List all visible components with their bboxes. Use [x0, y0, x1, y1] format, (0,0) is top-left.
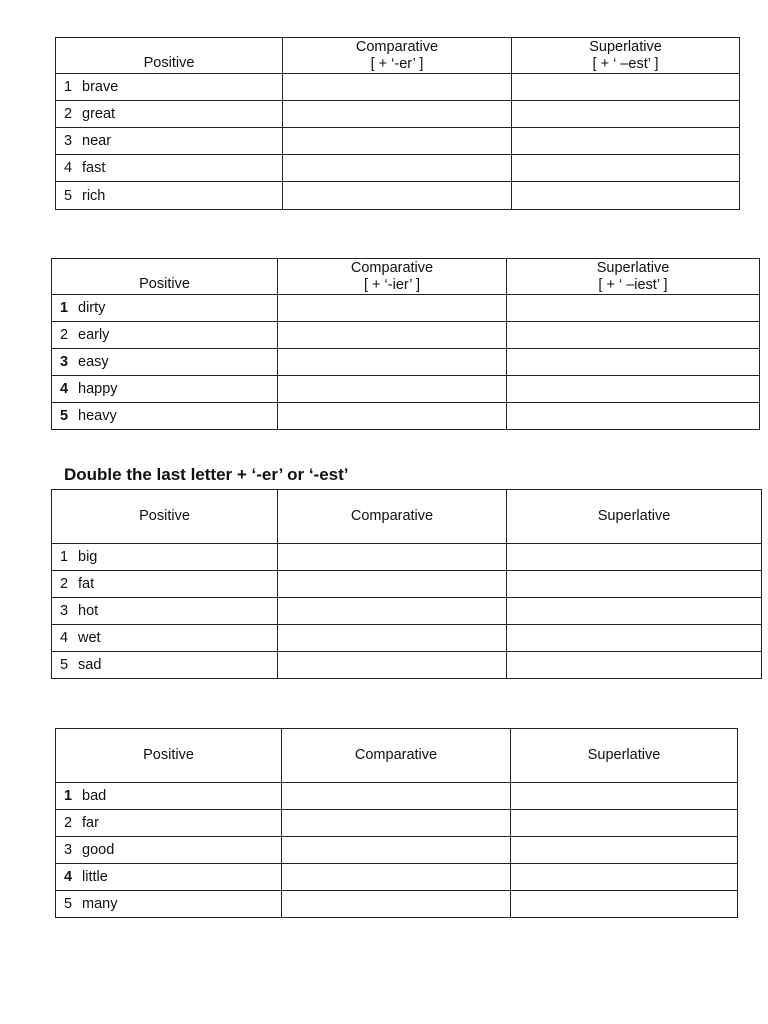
table-row [56, 182, 740, 210]
superlative-answer-cell[interactable] [507, 598, 762, 625]
positive-cell [52, 376, 278, 403]
comparative-answer-cell[interactable] [283, 182, 512, 210]
superlative-answer-cell[interactable] [507, 349, 760, 376]
superlative-header: Superlative [507, 490, 762, 544]
comparatives-table-er-est [55, 37, 740, 210]
comparative-answer-cell[interactable] [278, 322, 507, 349]
row-number: 3 [64, 842, 73, 858]
row-number: 5 [64, 896, 73, 912]
positive-word: far [82, 815, 99, 831]
table-row [56, 101, 740, 128]
superlative-answer-cell[interactable] [511, 891, 738, 918]
superlative-header-hint: [ + ‘ –iest’ ] [598, 276, 668, 293]
positive-cell [52, 571, 278, 598]
comparative-answer-cell[interactable] [278, 652, 507, 679]
superlative-answer-cell[interactable] [511, 864, 738, 891]
row-number: 5 [64, 187, 73, 204]
table-row [56, 864, 738, 891]
row-number: 3 [60, 354, 69, 370]
positive-header: Positive [56, 729, 282, 783]
positive-word: fast [82, 160, 106, 176]
superlative-answer-cell[interactable] [507, 322, 760, 349]
positive-word: near [82, 133, 112, 149]
positive-word: wet [78, 630, 101, 646]
positive-cell [56, 810, 282, 837]
positive-cell [56, 74, 283, 101]
positive-word: sad [78, 657, 102, 673]
positive-cell [52, 625, 278, 652]
positive-cell [52, 544, 278, 571]
table-row [56, 891, 738, 918]
comparatives-table-irregular [55, 728, 738, 918]
superlative-header [507, 259, 760, 295]
comparatives-table-ier-iest [51, 258, 760, 430]
row-number: 1 [60, 549, 69, 565]
table-row [56, 155, 740, 182]
positive-cell [52, 295, 278, 322]
table-row [52, 571, 762, 598]
positive-word: easy [78, 354, 109, 370]
row-number: 3 [64, 133, 73, 149]
table-row [52, 376, 760, 403]
superlative-header [512, 38, 740, 74]
positive-cell [52, 322, 278, 349]
table-row [52, 598, 762, 625]
positive-cell [56, 837, 282, 864]
comparatives-table-double-letter [51, 489, 762, 679]
superlative-header-hint: [ + ‘ –est’ ] [592, 55, 659, 72]
table-row [56, 128, 740, 155]
positive-cell [52, 349, 278, 376]
comparative-header-label: Comparative [350, 259, 434, 276]
superlative-answer-cell[interactable] [512, 101, 740, 128]
comparative-answer-cell[interactable] [283, 155, 512, 182]
superlative-header-label: Superlative [596, 259, 670, 276]
superlative-answer-cell[interactable] [511, 837, 738, 864]
row-number: 5 [60, 657, 69, 673]
comparative-header-hint: [ + ‘-er’ ] [370, 55, 424, 72]
superlative-answer-cell[interactable] [507, 403, 760, 430]
superlative-answer-cell[interactable] [507, 625, 762, 652]
positive-cell [52, 403, 278, 430]
comparative-header-label: Comparative [355, 38, 439, 55]
comparative-header-hint: [ + ‘-ier’ ] [364, 276, 420, 293]
comparative-answer-cell[interactable] [282, 864, 511, 891]
superlative-answer-cell[interactable] [512, 182, 740, 210]
comparative-header: Comparative [282, 729, 511, 783]
header-row [56, 38, 740, 74]
header-row [56, 729, 738, 783]
row-number: 4 [64, 869, 73, 885]
superlative-header: Superlative [511, 729, 738, 783]
positive-header: Positive [52, 490, 278, 544]
comparative-answer-cell[interactable] [283, 74, 512, 101]
table-row [52, 322, 760, 349]
comparative-header [283, 38, 512, 74]
positive-word: good [82, 842, 115, 858]
superlative-answer-cell[interactable] [512, 74, 740, 101]
positive-word: heavy [78, 408, 117, 424]
comparative-answer-cell[interactable] [278, 571, 507, 598]
comparative-answer-cell[interactable] [278, 349, 507, 376]
row-number: 2 [64, 106, 73, 122]
comparative-answer-cell[interactable] [282, 810, 511, 837]
comparative-answer-cell[interactable] [278, 598, 507, 625]
comparative-answer-cell[interactable] [283, 101, 512, 128]
comparative-answer-cell[interactable] [278, 403, 507, 430]
positive-word: brave [82, 79, 119, 95]
superlative-answer-cell[interactable] [511, 783, 738, 810]
row-number: 2 [60, 327, 69, 343]
table-row [52, 652, 762, 679]
table-row [56, 783, 738, 810]
double-letter-heading: Double the last letter + ‘-er’ or ‘-est’ [64, 465, 349, 484]
comparative-header: Comparative [278, 490, 507, 544]
positive-word: dirty [78, 300, 106, 316]
comparative-answer-cell[interactable] [282, 891, 511, 918]
comparative-answer-cell[interactable] [278, 295, 507, 322]
comparative-header [278, 259, 507, 295]
table-row [52, 349, 760, 376]
positive-word: early [78, 327, 110, 343]
row-number: 2 [60, 576, 69, 592]
table-row [52, 544, 762, 571]
positive-header: Positive [52, 259, 278, 295]
superlative-answer-cell[interactable] [507, 544, 762, 571]
table-row [52, 295, 760, 322]
positive-header: Positive [56, 38, 283, 74]
row-number: 2 [64, 815, 73, 831]
row-number: 1 [64, 79, 73, 95]
positive-cell [56, 864, 282, 891]
superlative-answer-cell[interactable] [512, 155, 740, 182]
positive-word: bad [82, 788, 107, 804]
row-number: 5 [60, 408, 69, 424]
superlative-answer-cell[interactable] [512, 128, 740, 155]
positive-cell [56, 182, 283, 210]
positive-word: fat [78, 576, 95, 592]
positive-word: hot [78, 603, 99, 619]
positive-cell [52, 652, 278, 679]
row-number: 4 [64, 160, 73, 176]
positive-cell [56, 155, 283, 182]
row-number: 1 [60, 300, 69, 316]
superlative-header-label: Superlative [589, 38, 662, 55]
comparative-answer-cell[interactable] [282, 783, 511, 810]
header-row [52, 490, 762, 544]
header-row [52, 259, 760, 295]
table-row [52, 403, 760, 430]
row-number: 4 [60, 630, 69, 646]
positive-word: happy [78, 381, 118, 397]
superlative-answer-cell[interactable] [507, 652, 762, 679]
superlative-answer-cell[interactable] [507, 376, 760, 403]
comparative-answer-cell[interactable] [278, 376, 507, 403]
table-row [56, 837, 738, 864]
row-number: 3 [60, 603, 69, 619]
superlative-answer-cell[interactable] [507, 295, 760, 322]
row-number: 4 [60, 381, 69, 397]
positive-cell [56, 783, 282, 810]
table-row [56, 74, 740, 101]
positive-cell [56, 128, 283, 155]
positive-word: big [78, 549, 98, 565]
positive-cell [56, 101, 283, 128]
superlative-answer-cell[interactable] [507, 571, 762, 598]
table-row [52, 625, 762, 652]
comparative-answer-cell[interactable] [278, 544, 507, 571]
positive-word: great [82, 106, 116, 122]
superlative-answer-cell[interactable] [511, 810, 738, 837]
positive-cell [56, 891, 282, 918]
positive-word: many [82, 896, 118, 912]
positive-word: little [82, 869, 108, 885]
comparative-answer-cell[interactable] [282, 837, 511, 864]
comparative-answer-cell[interactable] [283, 128, 512, 155]
positive-cell [52, 598, 278, 625]
positive-word: rich [82, 187, 106, 204]
row-number: 1 [64, 788, 73, 804]
table-row [56, 810, 738, 837]
comparative-answer-cell[interactable] [278, 625, 507, 652]
